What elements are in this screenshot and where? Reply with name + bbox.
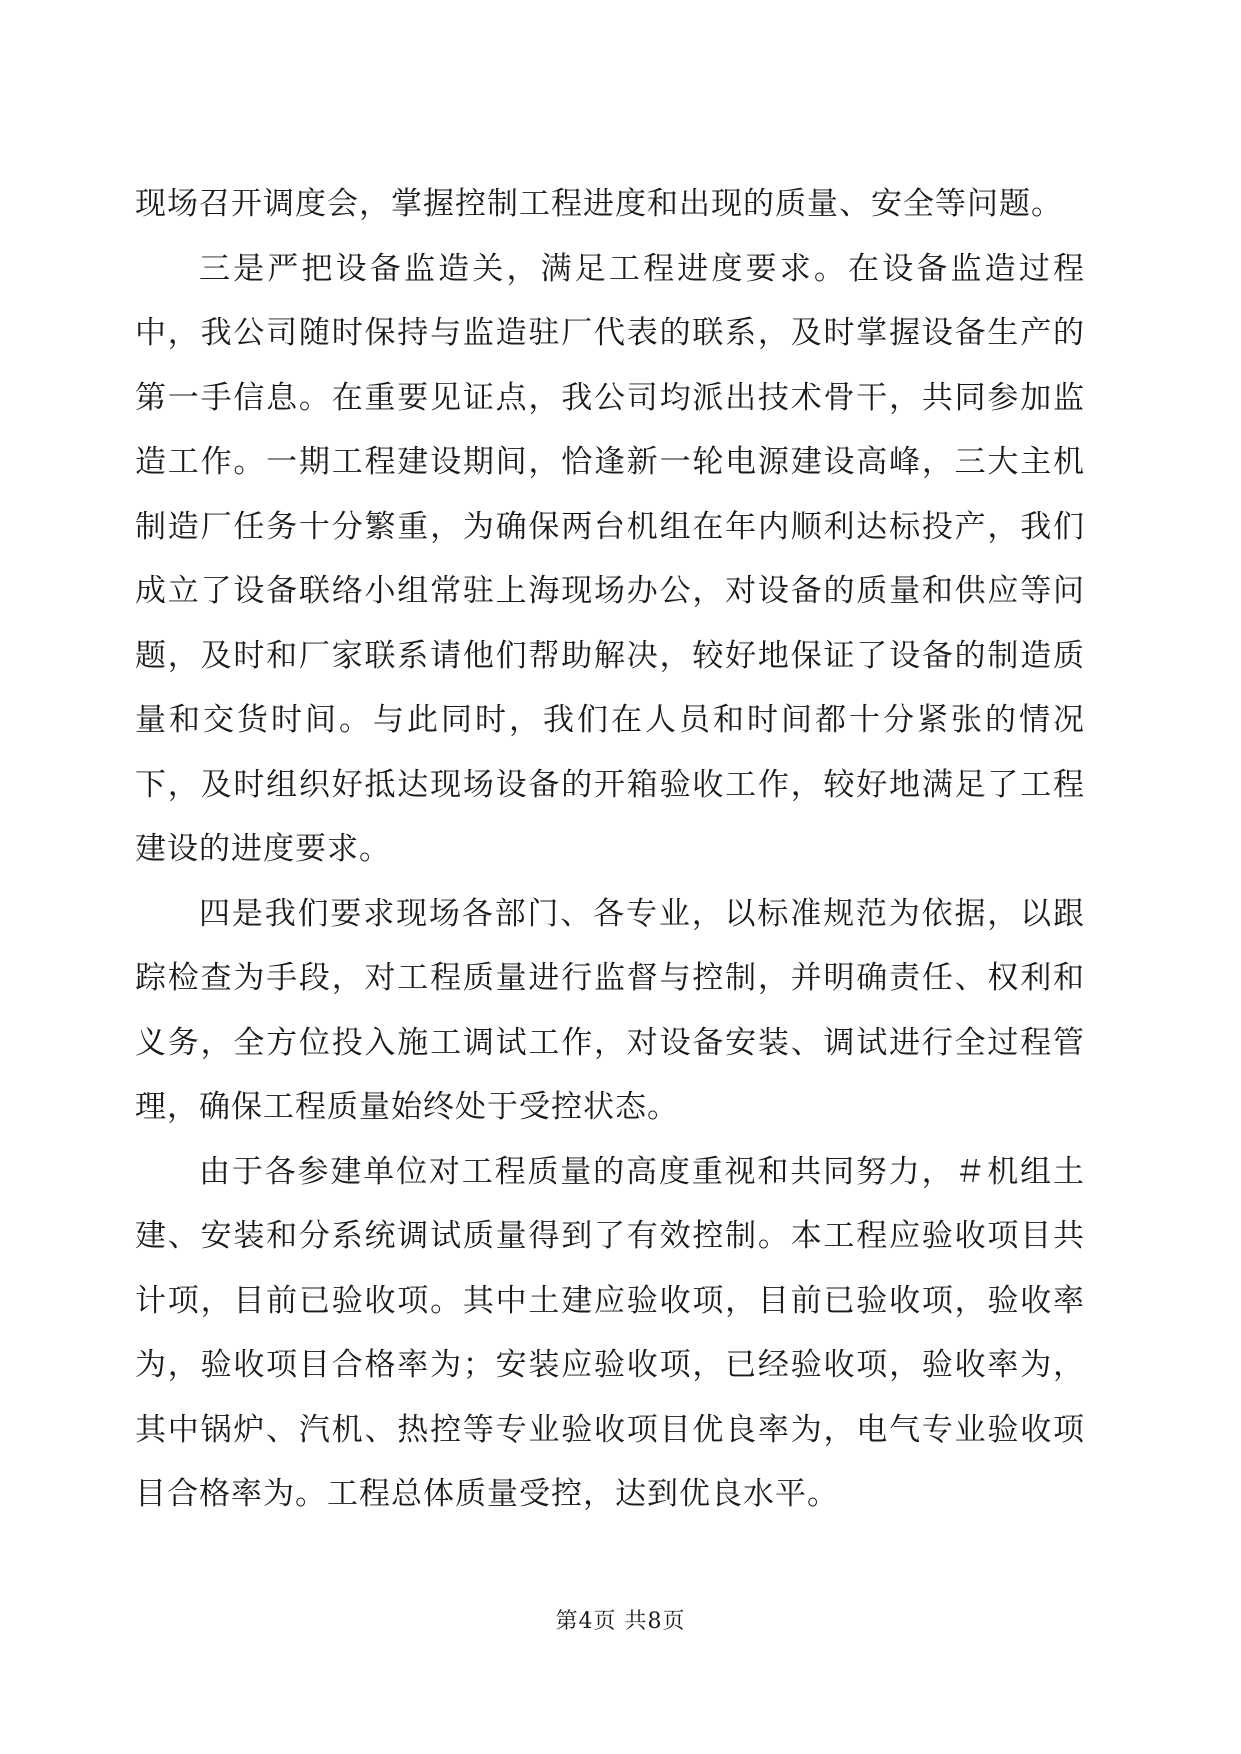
paragraph-continuation: 现场召开调度会，掌握控制工程进度和出现的质量、安全等问题。: [135, 186, 1063, 222]
paragraph-equipment-supervision: 三是严把设备监造关，满足工程进度要求。在设备监造过程中，我公司随时保持与监造驻厂代表的联系，及时掌握设备生产的第一手信息。在重要见证点，我公司均派出技术骨干，共同参加监造工作。一期工程建设期间，恰逢新一轮电源建设高峰，三大主机制造厂任务十分繁重，为确保两台机组在年内顺利达标投产，我们成立了设备联络小组常驻上海现场办公，对设备的质量和供应等问题，及时和厂家联系请他们帮助解决，较好地保证了设备的制造质量和交货时间。与此同时，我们在人员和时间都十分紧张的情况下，及时组织好抵达现场设备的开箱验收工作，较好地满足了工程建设的进度要求。: [135, 250, 1085, 867]
paragraph-acceptance-results: 由于各参建单位对工程质量的高度重视和共同努力，＃机组土建、安装和分系统调试质量得到了有效控制。本工程应验收项目共计项，目前已验收项。其中土建应验收项，目前已验收项，验收率为，验收项目合格率为；安装应验收项，已经验收项，验收率为，其中锅炉、汽机、热控等专业验收项目优良率为，电气专业验收项目合格率为。工程总体质量受控，达到优良水平。: [135, 1153, 1085, 1512]
page-number-footer: 第4页 共8页: [555, 1609, 686, 1634]
document-body: [135, 172, 1085, 1527]
paragraph-quality-control: 四是我们要求现场各部门、各专业，以标准规范为依据，以跟踪检查为手段，对工程质量进行监督与控制，并明确责任、权利和义务，全方位投入施工调试工作，对设备安装、调试进行全过程管理，确保工程质量始终处于受控状态。: [135, 895, 1085, 1125]
